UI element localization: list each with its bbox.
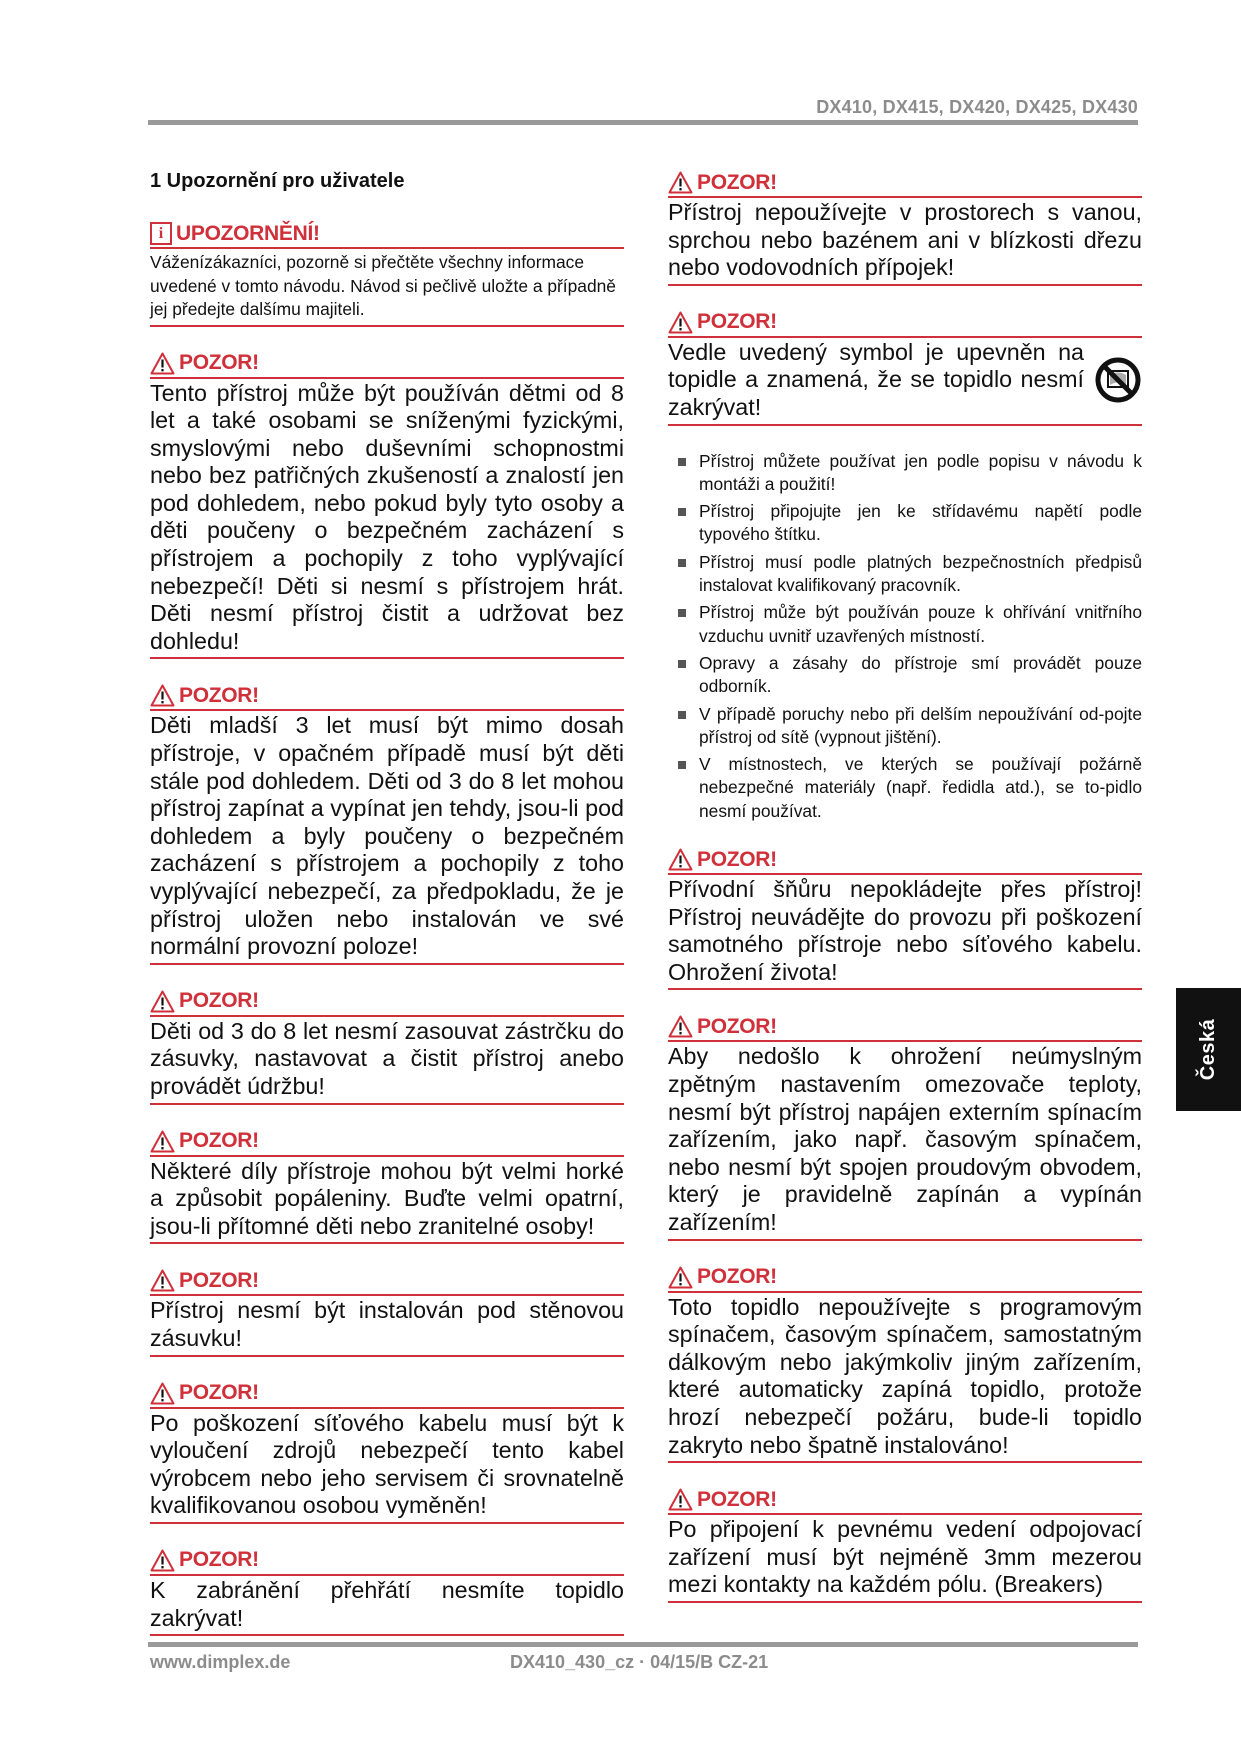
list-item-text: V místnostech, ve kterých se používají požárně nebezpečné materiály (např. ředidla atd.), se to-pidlo nesmí používat.: [699, 754, 1142, 821]
warning-header: [150, 1381, 624, 1409]
warning-notice: [150, 1129, 624, 1245]
warning-notice: [150, 1381, 624, 1524]
do-not-cover-icon: [1094, 356, 1142, 404]
section-title: 1 Upozornění pro uživatele: [150, 170, 405, 192]
warning-label: POZOR!: [697, 1487, 777, 1511]
warning-triangle-icon: [150, 1130, 175, 1153]
warning-label: POZOR!: [179, 1381, 259, 1405]
warning-triangle-icon: [668, 1266, 693, 1289]
bullet-square-icon: [678, 660, 686, 668]
list-item-text: Přístroj může být používán pouze k ohřívání vnitřního vzduchu uvnitř uzavřených místností.: [699, 602, 1142, 646]
warning-triangle-icon: [668, 848, 693, 871]
warning-header: [150, 1268, 624, 1296]
warning-text: Přístroj nesmí být instalován pod stěnovou zásuvku!: [150, 1296, 624, 1356]
warning-triangle-icon: [668, 1015, 693, 1038]
warning-text: Aby nedošlo k ohrožení neúmyslným zpětným nastavením omezovače teploty, nesmí být přístroj napájen externím spínacím zařízením, jako např. časovým spínačem, nebo nesmí být spojen proudovým obvodem, který je pravidelně zapínán a vypínán zařízením!: [668, 1042, 1142, 1240]
info-notice-label: UPOZORNĚNÍ!: [176, 221, 320, 245]
bullet-square-icon: [678, 508, 686, 516]
list-item: [668, 500, 1142, 547]
warning-triangle-icon: [150, 1382, 175, 1405]
warning-text: Přívodní šňůru nepokládejte přes přístroj! Přístroj neuvádějte do provozu při poškození samotného přístroje nebo síťového kabelu. Ohrožení života!: [668, 875, 1142, 990]
list-item-text: Přístroj musí podle platných bezpečnostních předpisů instalovat kvalifikovaný pracovník.: [699, 551, 1142, 596]
header-divider: [148, 120, 1138, 125]
list-item-text: Přístroj připojujte jen ke střídavému napětí podle typového štítku.: [699, 501, 1142, 545]
list-item: [668, 551, 1142, 598]
warning-label: POZOR!: [697, 1014, 777, 1038]
warning-notice: [150, 1548, 624, 1636]
warning-text: Přístroj nepoužívejte v prostorech s vanou, sprchou nebo bazénem ani v blízkosti dřezu nebo vodovodních přípojek!: [668, 198, 1142, 286]
warning-label: POZOR!: [179, 1548, 259, 1572]
warning-label: POZOR!: [179, 351, 259, 374]
warning-label: POZOR!: [179, 683, 259, 707]
warning-text: Po připojení k pevnému vedení odpojovací zařízení musí být nejméně 3mm mezerou mezi kontakty na každém pólu. (Breakers): [668, 1515, 1142, 1603]
warning-header: [668, 170, 1142, 198]
warning-label: POZOR!: [697, 1265, 777, 1289]
warning-notice: [150, 351, 624, 660]
list-item: [668, 450, 1142, 497]
warning-header: [668, 1487, 1142, 1515]
warning-header: [150, 683, 624, 711]
warning-label: POZOR!: [697, 847, 777, 871]
info-notice-header: [150, 221, 624, 249]
warning-header: [668, 1014, 1142, 1042]
left-column: [150, 170, 624, 1660]
warning-label: POZOR!: [697, 170, 777, 194]
footer-divider: [148, 1642, 1138, 1647]
bullet-square-icon: [678, 458, 686, 466]
warning-text: Vedle uvedený symbol je upevněn na topidle a znamená, že se topidlo nesmí zakrývat!: [668, 338, 1084, 420]
warning-header: [668, 1265, 1142, 1293]
warning-text: Děti od 3 do 8 let nesmí zasouvat zástrčku do zásuvky, nastavovat a čistit přístroj anebo provádět údržbu!: [150, 1017, 624, 1105]
list-item: [668, 652, 1142, 699]
warning-text: K zabránění přehřátí nesmíte topidlo zakrývat!: [150, 1576, 624, 1636]
warning-text: Tento přístroj může být používán dětmi od 8 let a také osobami se sníženými fyzickými, smyslovými nebo duševními schopnostmi nebo bez patřičných zkušeností a znalostí jen pod dohledem, nebo pokud byly tyto osoby a děti poučeny o bezpečném zacházení s přístrojem a pochopily z toho vyplývající nebezpečí! Děti si nesmí s přístrojem hrát. Děti nesmí přístroj čistit a udržovat bez dohledu!: [150, 379, 624, 660]
info-notice-text: Váženízákazníci, pozorně si přečtěte všechny informace uvedené v tomto návodu. Návod si pečlivě uložte a případně jej předejte dalšímu majiteli.: [150, 249, 624, 327]
warning-notice: [668, 1487, 1142, 1603]
warning-header: [150, 1129, 624, 1157]
warning-triangle-icon: [668, 171, 693, 194]
warning-header: [150, 1548, 624, 1576]
bullet-square-icon: [678, 559, 686, 567]
header-model-list: DX410, DX415, DX420, DX425, DX430: [816, 97, 1138, 117]
warning-triangle-icon: [150, 684, 175, 707]
warning-header: [668, 310, 1142, 338]
warning-notice: [668, 1014, 1142, 1240]
warning-text: Toto topidlo nepoužívejte s programovým spínačem, časovým spínačem, samostatným dálkovým nebo jakýmkoliv jiným zařízením, které automaticky zapíná topidlo, protože hrozí nebezpečí požáru, bude-li topidlo zakryto nebo špatně instalováno!: [668, 1293, 1142, 1464]
list-item: [668, 601, 1142, 648]
info-notice: [150, 221, 624, 327]
warning-notice: [668, 310, 1142, 426]
warning-label: POZOR!: [179, 989, 259, 1013]
right-column: [668, 170, 1142, 1627]
bullet-square-icon: [678, 711, 686, 719]
bullet-square-icon: [678, 761, 686, 769]
warning-notice: [668, 1265, 1142, 1464]
warning-triangle-icon: [668, 1488, 693, 1511]
warning-triangle-icon: [150, 352, 175, 375]
warning-header: [150, 351, 624, 379]
warning-label: POZOR!: [697, 310, 777, 334]
warning-triangle-icon: [668, 311, 693, 334]
warning-header: [150, 989, 624, 1017]
bullet-square-icon: [678, 609, 686, 617]
warning-label: POZOR!: [179, 1268, 259, 1292]
requirements-list: [668, 450, 1142, 823]
footer-website: www.dimplex.de: [150, 1652, 291, 1672]
warning-notice: [668, 170, 1142, 286]
warning-notice: [668, 847, 1142, 990]
warning-triangle-icon: [150, 1549, 175, 1572]
warning-triangle-icon: [150, 1269, 175, 1292]
language-tab-label: Česká: [1197, 1018, 1219, 1081]
footer-doc-code: DX410_430_cz · 04/15/B CZ-21: [510, 1652, 769, 1672]
warning-notice: [150, 1268, 624, 1356]
warning-text: Po poškození síťového kabelu musí být k vyloučení zdrojů nebezpečí tento kabel výrobcem nebo jeho servisem či srovnatelně kvalifikovanou osobou vyměněn!: [150, 1409, 624, 1524]
list-item: [668, 753, 1142, 823]
list-item-text: Přístroj můžete používat jen podle popisu v návodu k montáži a použití!: [699, 450, 1142, 494]
warning-triangle-icon: [150, 990, 175, 1013]
list-item-text: V případě poruchy nebo při delším nepoužívání od-pojte přístroj od sítě (vypnout jištění).: [699, 703, 1142, 747]
info-icon: i: [150, 222, 172, 245]
warning-text: Některé díly přístroje mohou být velmi horké a způsobit popáleniny. Buďte velmi opatrní, jsou-li přítomné děti nebo zranitelné osoby!: [150, 1157, 624, 1245]
warning-notice: [150, 989, 624, 1105]
list-item-text: Opravy a zásahy do přístroje smí provádět pouze odborník.: [699, 652, 1142, 697]
language-tab: [1176, 988, 1241, 1111]
list-item: [668, 703, 1142, 750]
warning-header: [668, 847, 1142, 875]
warning-text: Děti mladší 3 let musí být mimo dosah přístroje, v opačném případě musí být děti stále pod dohledem. Děti od 3 do 8 let mohou přístroj zapínat a vypínat jen tehdy, jsou-li pod dohledem a byly poučeny o bezpečném zacházení s přístrojem a pochopily z toho vyplývající nebezpečí, za předpokladu, že je přístroj uložen nebo instalován ve své normální provozní poloze!: [150, 711, 624, 964]
warning-label: POZOR!: [179, 1129, 259, 1153]
warning-body: [668, 338, 1142, 426]
warning-notice: [150, 683, 624, 964]
